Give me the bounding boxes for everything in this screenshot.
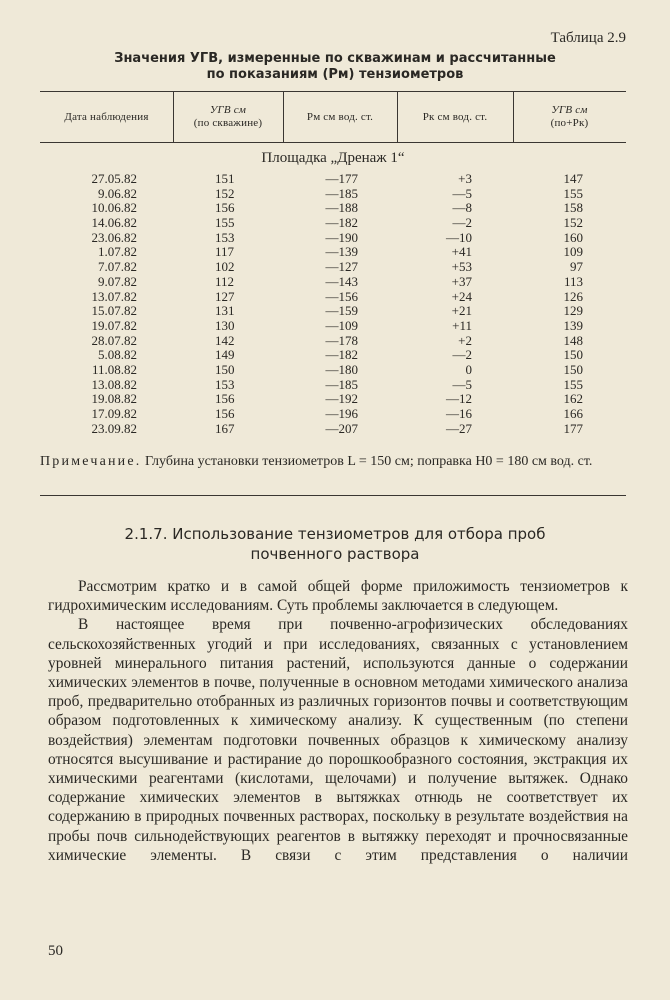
cell-ugv: 117 [215, 244, 235, 260]
cell-ugv-sum: 152 [563, 215, 583, 231]
table-row [40, 378, 626, 393]
cell-pk: +24 [451, 288, 472, 304]
cell-pm: —127 [325, 259, 358, 275]
cell-pk: —2 [452, 215, 472, 231]
section-heading [40, 524, 630, 564]
cell-date: 13.07.82 [91, 288, 137, 304]
cell-pm: —185 [325, 185, 358, 201]
cell-ugv: 156 [215, 406, 235, 421]
table-row [40, 319, 626, 334]
cell-ugv: 127 [215, 288, 235, 304]
cell-pk: +37 [451, 273, 472, 289]
cell-ugv: 112 [215, 273, 235, 289]
header-date: Дата наблюдения [64, 110, 149, 123]
cell-date: 9.07.82 [98, 273, 137, 289]
cell-date: 7.07.82 [98, 259, 137, 275]
cell-pm: —159 [325, 303, 358, 319]
cell-pk: +3 [458, 171, 472, 186]
cell-ugv-sum: 166 [563, 406, 583, 421]
cell-ugv-sum: 162 [563, 391, 583, 407]
cell-ugv: 102 [215, 259, 235, 275]
cell-pk: —8 [452, 200, 472, 216]
table-row [40, 275, 626, 290]
cell-pm: —188 [325, 200, 358, 216]
cell-date: 11.08.82 [91, 361, 137, 377]
cell-pm: —207 [325, 420, 358, 436]
cell-pk: —5 [452, 376, 472, 392]
cell-pm: —139 [325, 244, 358, 260]
table-row [40, 245, 626, 260]
cell-date: 14.06.82 [91, 215, 137, 231]
table-row [40, 290, 626, 305]
table-row [40, 392, 626, 407]
cell-ugv-sum: 139 [563, 317, 583, 333]
cell-ugv-sum: 113 [563, 273, 583, 289]
cell-pk: —12 [446, 391, 472, 407]
table-row [40, 363, 626, 378]
table-row [40, 407, 626, 422]
table-row [40, 304, 626, 319]
cell-ugv-sum: 126 [563, 288, 583, 304]
note-text: Глубина установки тензиометров L = 150 см; поправка H0 = 180 см вод. ст. [144, 454, 593, 469]
cell-ugv: 152 [215, 185, 235, 201]
table-row [40, 187, 626, 202]
table-row [40, 201, 626, 216]
cell-ugv: 130 [215, 317, 235, 333]
cell-ugv-sum: 97 [570, 259, 583, 275]
cell-pm: —109 [325, 317, 358, 333]
cell-pm: —180 [325, 361, 358, 377]
body-text [48, 577, 628, 865]
cell-pk: —5 [452, 185, 472, 201]
cell-pm: —156 [325, 288, 358, 304]
cell-ugv: 131 [215, 303, 235, 319]
cell-ugv: 149 [215, 347, 235, 363]
cell-ugv: 167 [215, 420, 235, 436]
note-label: Примечание. [40, 454, 142, 469]
cell-date: 28.07.82 [91, 332, 137, 348]
table-row [40, 422, 626, 437]
cell-pm: —192 [325, 391, 358, 407]
table-body [40, 172, 626, 436]
cell-date: 10.06.82 [91, 200, 137, 216]
header-pm: Pм см вод. ст. [306, 110, 374, 123]
table-note [40, 453, 630, 470]
cell-date: 15.07.82 [91, 303, 137, 319]
table-title-line-1: Значения УГВ, измеренные по скважинам и рассчитанные [114, 51, 556, 66]
cell-date: 19.07.82 [91, 317, 137, 333]
cell-date: 13.08.82 [91, 376, 137, 392]
table-row [40, 216, 626, 231]
cell-pk: +2 [458, 332, 472, 348]
cell-date: 17.09.82 [91, 406, 137, 421]
cell-ugv: 151 [215, 171, 235, 186]
cell-ugv: 156 [215, 391, 235, 407]
table-bottom-rule [40, 495, 626, 496]
cell-pk: —10 [446, 229, 472, 245]
cell-pm: —178 [325, 332, 358, 348]
cell-ugv: 150 [215, 361, 235, 377]
table-row [40, 172, 626, 187]
table-header-rule [40, 142, 626, 143]
table-row [40, 334, 626, 349]
cell-pm: —182 [325, 347, 358, 363]
table-title-line-2: по показаниям (Pм) тензиометров [206, 67, 464, 82]
cell-date: 9.06.82 [98, 185, 137, 201]
cell-pm: —190 [325, 229, 358, 245]
cell-pm: —196 [325, 406, 358, 421]
cell-date: 27.05.82 [91, 171, 137, 186]
page-number: 50 [48, 943, 63, 959]
paragraph: В настоящее время при почвенно-агрофизических обследованиях сельскохозяйственных угодий и при исследованиях, связанных с установлением уровней минерального питания растений, используются данные о содержании химических элементов в почве, полученные в основном методами химического анализа проб, предварительно отобранных из различных горизонтов почвы и соответствующим образом подготовленных к химическому анализу. К существенным (по степени воздействия) элементам подготовки почвенных образцов к химическому анализу относятся высушивание и растирание до порошкообразного состояния, экстракция их химическими реагентами (кислотами, щелочами) и получение вытяжек. Однако содержание химических элементов в вытяжках отнюдь не соответствует их содержанию в природных почвенных растворах, поскольку в результате воздействия на пробы почв сильнодействующих реагентов в вытяжку переходят и прочносвязанные химические элементы. В связи с этим представления о наличии [48, 616, 628, 864]
cell-pk: 0 [465, 361, 472, 377]
cell-pm: —143 [325, 273, 358, 289]
cell-ugv-sum: 129 [563, 303, 583, 319]
header-pk: Pк см вод. ст. [422, 110, 488, 123]
cell-pm: —185 [325, 376, 358, 392]
cell-ugv: 153 [215, 229, 235, 245]
cell-date: 5.08.82 [98, 347, 137, 363]
header-ugv-sum: УГВ см (по+Pк) [550, 104, 589, 129]
cell-date: 19.08.82 [91, 391, 137, 407]
cell-ugv: 153 [215, 376, 235, 392]
cell-pk: +41 [451, 244, 472, 260]
cell-ugv: 156 [215, 200, 235, 216]
cell-pk: +11 [452, 317, 472, 333]
cell-pk: —27 [446, 420, 472, 436]
cell-pm: —182 [325, 215, 358, 231]
table-row [40, 348, 626, 363]
cell-ugv-sum: 150 [563, 347, 583, 363]
table-row [40, 231, 626, 246]
section-heading-line-1: 2.1.7. Использование тензиометров для отбора проб [124, 525, 546, 543]
cell-ugv-sum: 155 [563, 185, 583, 201]
cell-ugv-sum: 158 [563, 200, 583, 216]
cell-pk: +21 [451, 303, 472, 319]
table-section-label: Площадка „Дренаж 1“ [261, 150, 405, 166]
cell-ugv-sum: 109 [563, 244, 583, 260]
header-ugv: УГВ см (по скважине) [193, 104, 263, 129]
cell-ugv: 142 [215, 332, 235, 348]
table-title [40, 51, 630, 83]
cell-ugv: 155 [215, 215, 235, 231]
cell-ugv-sum: 150 [563, 361, 583, 377]
table-row [40, 260, 626, 275]
cell-pm: —177 [325, 171, 358, 186]
cell-date: 23.09.82 [91, 420, 137, 436]
cell-ugv-sum: 155 [563, 376, 583, 392]
paragraph: Рассмотрим кратко и в самой общей форме приложимость тензиометров к гидрохимическим исследованиям. Суть проблемы заключается в следующем. [48, 578, 628, 615]
cell-date: 1.07.82 [98, 244, 137, 260]
cell-ugv-sum: 148 [563, 332, 583, 348]
cell-date: 23.06.82 [91, 229, 137, 245]
cell-ugv-sum: 160 [563, 229, 583, 245]
section-heading-line-2: почвенного раствора [250, 545, 420, 563]
cell-ugv-sum: 177 [563, 420, 583, 436]
cell-pk: —16 [446, 406, 472, 421]
cell-pk: +53 [451, 259, 472, 275]
cell-pk: —2 [452, 347, 472, 363]
cell-ugv-sum: 147 [563, 171, 583, 186]
table-label: Таблица 2.9 [550, 30, 626, 46]
